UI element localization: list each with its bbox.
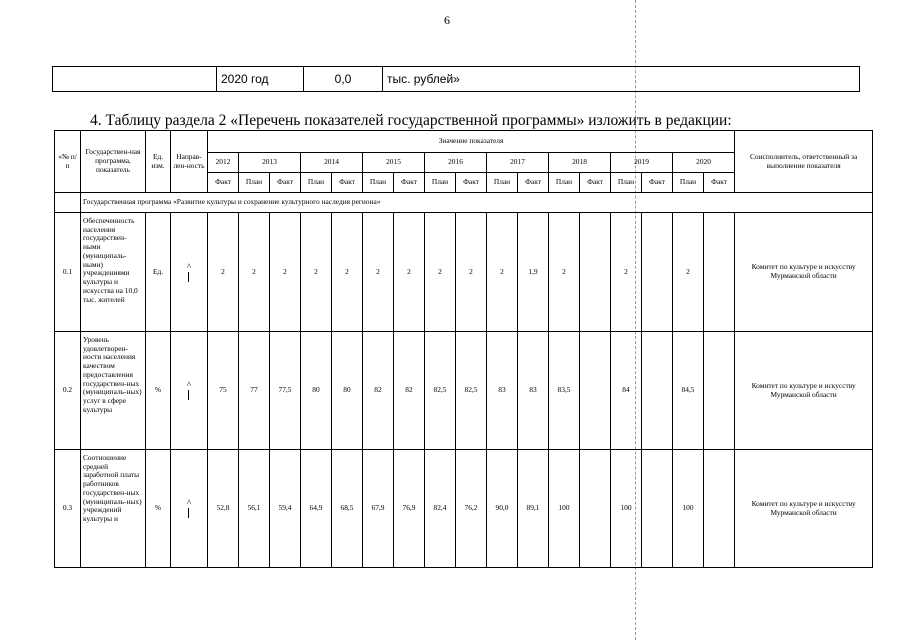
- subcol-header: Факт: [704, 173, 735, 193]
- year-header: 2018: [549, 153, 611, 173]
- col-header-value: Значение показателя: [208, 131, 735, 153]
- col-header-direction: Направ-лен-ность: [171, 131, 208, 193]
- amount-cell: 0,0: [304, 67, 383, 92]
- row-num: 0.2: [55, 332, 81, 450]
- row-unit: %: [146, 450, 171, 568]
- value-cell: 2: [394, 213, 425, 332]
- value-cell: [580, 450, 611, 568]
- subcol-header: Факт: [270, 173, 301, 193]
- subcol-header: План: [239, 173, 270, 193]
- table-row: [55, 450, 873, 568]
- value-cell: 68,5: [332, 450, 363, 568]
- subcol-header: Факт: [208, 173, 239, 193]
- subcol-header: План: [363, 173, 394, 193]
- value-cell: 83: [518, 332, 549, 450]
- year-header: 2016: [425, 153, 487, 173]
- value-cell: 82: [394, 332, 425, 450]
- direction-cell: [171, 332, 208, 450]
- value-cell: 82: [363, 332, 394, 450]
- value-cell: 89,1: [518, 450, 549, 568]
- value-cell: 2: [549, 213, 580, 332]
- year-header: 2013: [239, 153, 301, 173]
- value-cell: [642, 213, 673, 332]
- value-cell: 83: [487, 332, 518, 450]
- value-cell: 64,9: [301, 450, 332, 568]
- subcol-header: План: [487, 173, 518, 193]
- value-cell: 67,9: [363, 450, 394, 568]
- value-cell: [580, 213, 611, 332]
- empty-cell: [55, 193, 81, 213]
- subcol-header: План: [301, 173, 332, 193]
- value-cell: 100: [611, 450, 642, 568]
- value-cell: 80: [301, 332, 332, 450]
- indicator-name: Уровень удовлетворен-ности населения качеством предоставления государствен-ных (муниципаль-ных) услуг в сфере культуры: [81, 332, 146, 450]
- subcol-header: План: [673, 173, 704, 193]
- value-cell: 1,9: [518, 213, 549, 332]
- year-cell: 2020 год: [217, 67, 304, 92]
- value-cell: 76,9: [394, 450, 425, 568]
- subcol-header: Факт: [394, 173, 425, 193]
- responsible-cell: Комитет по культуре и искусству Мурманской области: [735, 450, 873, 568]
- col-header-name: Государствен-ная программа, показатель: [81, 131, 146, 193]
- row-unit: %: [146, 332, 171, 450]
- subcol-header: План: [611, 173, 642, 193]
- value-cell: [580, 332, 611, 450]
- value-cell: 90,0: [487, 450, 518, 568]
- value-cell: 82,5: [425, 332, 456, 450]
- indicator-name: Обеспеченность населения государствен-ными (муниципаль-ными) учреждениями культуры и искусства на 10,0 тыс. жителей: [81, 213, 146, 332]
- value-cell: 2: [487, 213, 518, 332]
- col-header-num: «№ п/п: [55, 131, 81, 193]
- row-num: 0.3: [55, 450, 81, 568]
- indicator-name: Соотношение средней заработной платы работников государствен-ных (муниципаль-ных) учреждений культуры и: [81, 450, 146, 568]
- value-cell: 84,5: [673, 332, 704, 450]
- subcol-header: Факт: [580, 173, 611, 193]
- subcol-header: Факт: [332, 173, 363, 193]
- section-heading: 4. Таблицу раздела 2 «Перечень показателей государственной программы» изложить в редакции:: [90, 112, 732, 129]
- program-row: Государственная программа «Развитие культуры и сохранение культурного наследия региона»: [81, 193, 873, 213]
- subcol-header: Факт: [642, 173, 673, 193]
- value-cell: 75: [208, 332, 239, 450]
- value-cell: 2: [363, 213, 394, 332]
- responsible-cell: Комитет по культуре и искусству Мурманской области: [735, 213, 873, 332]
- value-cell: 2: [239, 213, 270, 332]
- value-cell: 77,5: [270, 332, 301, 450]
- year-header: 2012: [208, 153, 239, 173]
- subcol-header: План: [549, 173, 580, 193]
- subcol-header: Факт: [518, 173, 549, 193]
- value-cell: 2: [270, 213, 301, 332]
- value-cell: 2: [611, 213, 642, 332]
- increase-arrow-icon: ^: [187, 499, 191, 518]
- year-header: 2020: [673, 153, 735, 173]
- col-header-unit: Ед. изм.: [146, 131, 171, 193]
- value-cell: [642, 332, 673, 450]
- increase-arrow-icon: ^: [187, 381, 191, 400]
- unit-cell: тыс. рублей»: [383, 67, 860, 92]
- direction-cell: [171, 450, 208, 568]
- subcol-header: План: [425, 173, 456, 193]
- value-cell: 82,4: [425, 450, 456, 568]
- value-cell: 2: [425, 213, 456, 332]
- value-cell: 80: [332, 332, 363, 450]
- value-cell: [704, 213, 735, 332]
- value-cell: [704, 450, 735, 568]
- value-cell: [704, 332, 735, 450]
- value-cell: 52,8: [208, 450, 239, 568]
- value-cell: 2: [208, 213, 239, 332]
- year-header: 2014: [301, 153, 363, 173]
- value-cell: 83,5: [549, 332, 580, 450]
- year-header: 2017: [487, 153, 549, 173]
- value-cell: 100: [673, 450, 704, 568]
- row-num: 0.1: [55, 213, 81, 332]
- value-cell: 76,2: [456, 450, 487, 568]
- value-cell: 56,1: [239, 450, 270, 568]
- increase-arrow-icon: ^: [187, 263, 191, 282]
- value-cell: 2: [456, 213, 487, 332]
- value-cell: 84: [611, 332, 642, 450]
- responsible-cell: Комитет по культуре и искусству Мурманской области: [735, 332, 873, 450]
- year-header: 2015: [363, 153, 425, 173]
- row-unit: Ед.: [146, 213, 171, 332]
- subcol-header: Факт: [456, 173, 487, 193]
- indicators-table: [54, 130, 873, 568]
- value-cell: 2: [301, 213, 332, 332]
- value-cell: 82,5: [456, 332, 487, 450]
- empty-cell: [53, 67, 217, 92]
- budget-fragment-table: [52, 66, 860, 92]
- value-cell: [642, 450, 673, 568]
- value-cell: 2: [332, 213, 363, 332]
- direction-cell: [171, 213, 208, 332]
- table-row: [55, 332, 873, 450]
- value-cell: 77: [239, 332, 270, 450]
- col-header-responsible: Соисполнитель, ответственный за выполнение показателя: [735, 131, 873, 193]
- value-cell: 59,4: [270, 450, 301, 568]
- value-cell: 2: [673, 213, 704, 332]
- table-row: [55, 213, 873, 332]
- year-header: 2019: [611, 153, 673, 173]
- page-number: 6: [444, 13, 450, 27]
- value-cell: 100: [549, 450, 580, 568]
